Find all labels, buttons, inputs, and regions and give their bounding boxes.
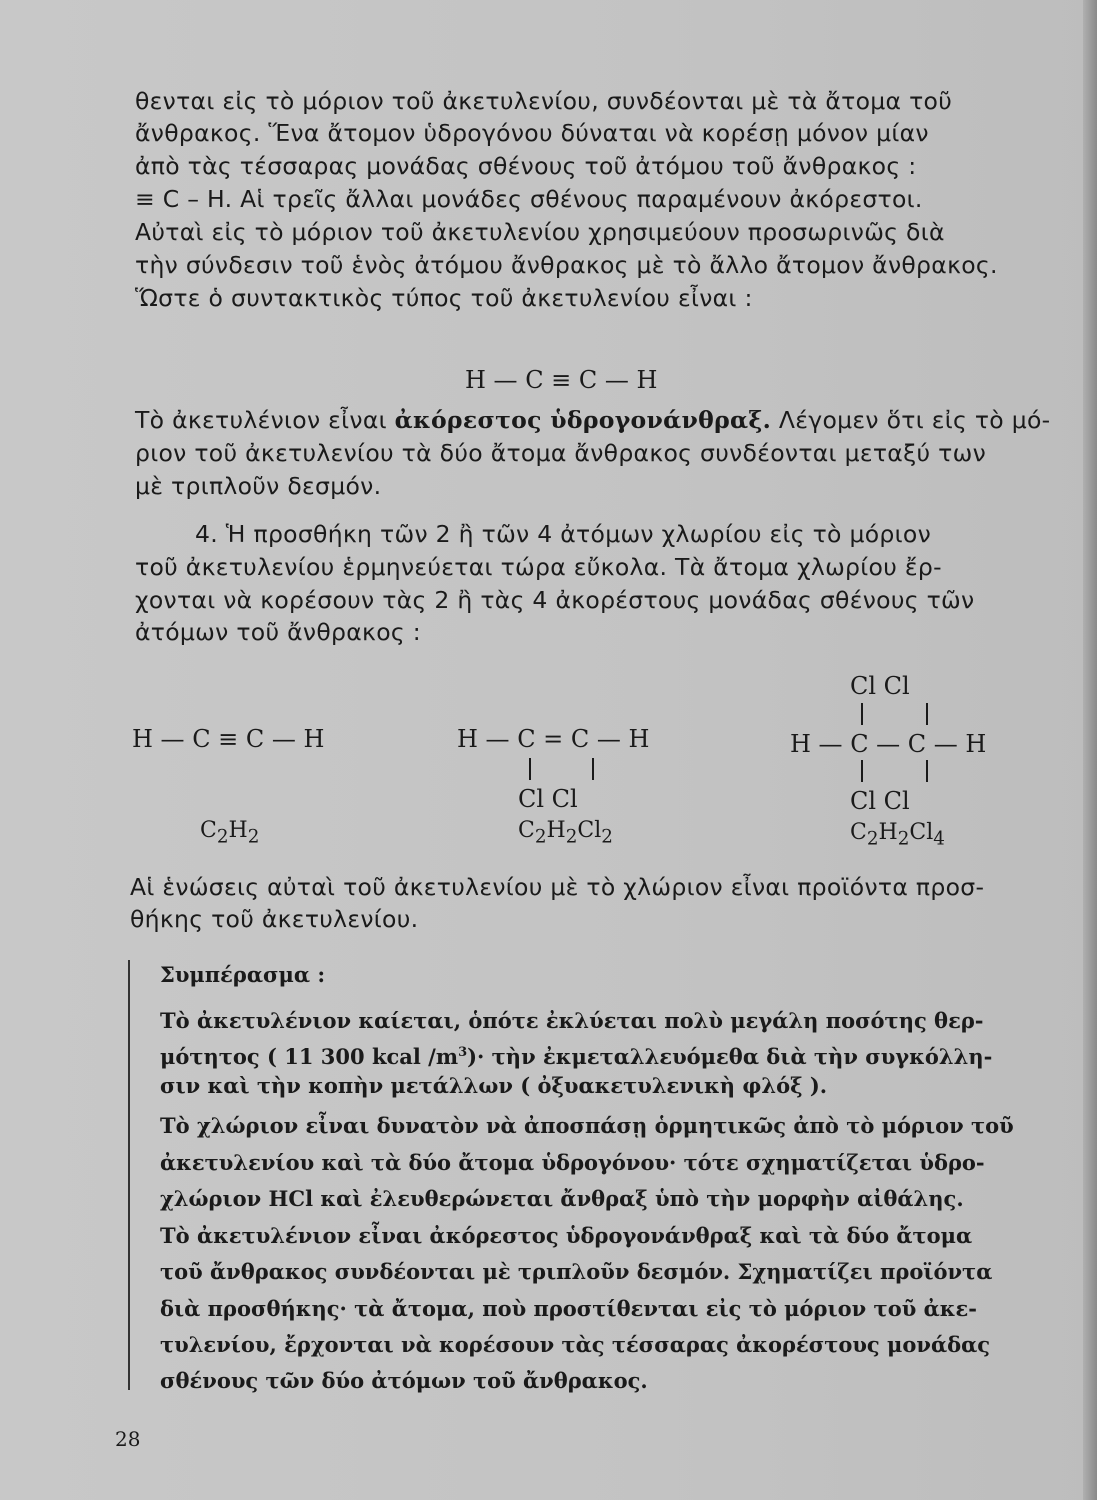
text-line: χονται νὰ κορέσουν τὰς 2 ἢ τὰς 4 ἀκορέστους μονάδας σθένους τῶν xyxy=(135,586,975,614)
formula-3-structure: H — C — C — H xyxy=(790,730,987,758)
text-line: Ὥστε ὁ συντακτικὸς τύπος τοῦ ἀκετυλενίου εἶναι : xyxy=(135,284,753,312)
text-line: ἄνθρακος. Ἕνα ἄτομον ὑδρογόνου δύναται νὰ κορέσῃ μόνον μίαν xyxy=(135,119,929,147)
formula-3-name: $C_2H_2Cl_4$ xyxy=(850,820,945,850)
summary-line: χλώριον HCl καὶ ἐλευθερώνεται ἄνθραξ ὑπὸ τὴν μορφὴν αἰθάλης. xyxy=(160,1186,964,1211)
formula-3-cl-top: Cl Cl xyxy=(850,672,910,700)
summary-line: τοῦ ἄνθρακος συνδέονται μὲ τριπλοῦν δεσμόν. Σχηματίζει προϊόντα xyxy=(160,1259,993,1284)
bond-line xyxy=(592,758,594,780)
formula-2-name: $C_2H_2Cl_2$ xyxy=(518,818,613,848)
text-line: ἀτόμων τοῦ ἄνθρακος : xyxy=(135,618,421,646)
summary-line: ἀκετυλενίου καὶ τὰ δύο ἄτομα ὑδρογόνου· τότε σχηματίζεται ὑδρο- xyxy=(160,1150,985,1175)
page-binding-shadow xyxy=(1083,0,1097,1500)
text-line: θήκης τοῦ ἀκετυλενίου. xyxy=(130,905,419,933)
bond-line xyxy=(861,703,863,725)
text-line: μὲ τριπλοῦν δεσμόν. xyxy=(135,472,382,500)
summary-line: Τὸ χλώριον εἶναι δυνατὸν νὰ ἀποσπάσῃ ὁρμητικῶς ἀπὸ τὸ μόριον τοῦ xyxy=(160,1113,1014,1138)
text-line: ≡ C – H. Αἱ τρεῖς ἄλλαι μονάδες σθένους παραμένουν ἀκόρεστοι. xyxy=(135,185,923,213)
formula-2-structure: H — C = C — H xyxy=(457,725,650,753)
text-line: Τὸ ἀκετυλένιον εἶναι ἀκόρεστος ὑδρογονάνθραξ. Λέγομεν ὅτι εἰς τὸ μό- xyxy=(135,406,1051,434)
text-line: Αἱ ἑνώσεις αὐταὶ τοῦ ἀκετυλενίου μὲ τὸ χλώριον εἶναι προϊόντα προσ- xyxy=(130,873,985,901)
summary-heading: Συμπέρασμα : xyxy=(160,962,326,987)
summary-line: Τὸ ἀκετυλένιον καίεται, ὁπότε ἐκλύεται πολὺ μεγάλη ποσότης θερ- xyxy=(160,1008,984,1033)
text-line: θενται εἰς τὸ μόριον τοῦ ἀκετυλενίου, συνδέονται μὲ τὰ ἄτομα τοῦ xyxy=(135,87,953,115)
formula-1-structure: H — C ≡ C — H xyxy=(132,725,325,753)
text-line: ριον τοῦ ἀκετυλενίου τὰ δύο ἄτομα ἄνθρακος συνδέονται μεταξύ των xyxy=(135,439,986,467)
summary-line: τυλενίου, ἔρχονται νὰ κορέσουν τὰς τέσσαρας ἀκορέστους μονάδας xyxy=(160,1332,991,1357)
summary-margin-rule xyxy=(128,960,130,1390)
text-line: τοῦ ἀκετυλενίου ἑρμηνεύεται τώρα εὔκολα. Τὰ ἄτομα χλωρίου ἔρ- xyxy=(135,553,942,581)
text-line: ἀπὸ τὰς τέσσαρας μονάδας σθένους τοῦ ἀτόμου τοῦ ἄνθρακος : xyxy=(135,152,917,180)
formula-3-cl-bottom: Cl Cl xyxy=(850,787,910,815)
summary-line: διὰ προσθήκης· τὰ ἄτομα, ποὺ προστίθενται εἰς τὸ μόριον τοῦ ἀκε- xyxy=(160,1296,977,1321)
formula-2-cl: Cl Cl xyxy=(518,785,578,813)
summary-line: μότητος ( 11 300 kcal $/m^3)\cdot$ τὴν ἐκμεταλλευόμεθα διὰ τὴν συγκόλλη- xyxy=(160,1044,993,1069)
summary-line: Τὸ ἀκετυλένιον εἶναι ἀκόρεστος ὑδρογονάνθραξ καὶ τὰ δύο ἄτομα xyxy=(160,1223,973,1248)
bond-line xyxy=(926,760,928,782)
formula-1-name: $C_2H_2$ xyxy=(200,818,260,848)
summary-line: σιν καὶ τὴν κοπὴν μετάλλων ( ὀξυακετυλενικὴ φλόξ ). xyxy=(160,1073,828,1098)
summary-line: σθένους τῶν δύο ἀτόμων τοῦ ἄνθρακος. xyxy=(160,1368,648,1393)
bond-line xyxy=(529,758,531,780)
bond-line xyxy=(861,760,863,782)
bond-line xyxy=(926,703,928,725)
page-number: 28 xyxy=(115,1427,141,1451)
text-line: 4. Ἡ προσθήκη τῶν 2 ἢ τῶν 4 ἀτόμων χλωρίου εἰς τὸ μόριον xyxy=(195,520,932,548)
text-line: τὴν σύνδεσιν τοῦ ἑνὸς ἀτόμου ἄνθρακος μὲ τὸ ἄλλο ἄτομον ἄνθρακος. xyxy=(135,251,998,279)
structural-formula-acetylene: H — C ≡ C — H xyxy=(465,366,658,394)
text-line: Αὐταὶ εἰς τὸ μόριον τοῦ ἀκετυλενίου χρησιμεύουν προσωρινῶς διὰ xyxy=(135,218,945,246)
